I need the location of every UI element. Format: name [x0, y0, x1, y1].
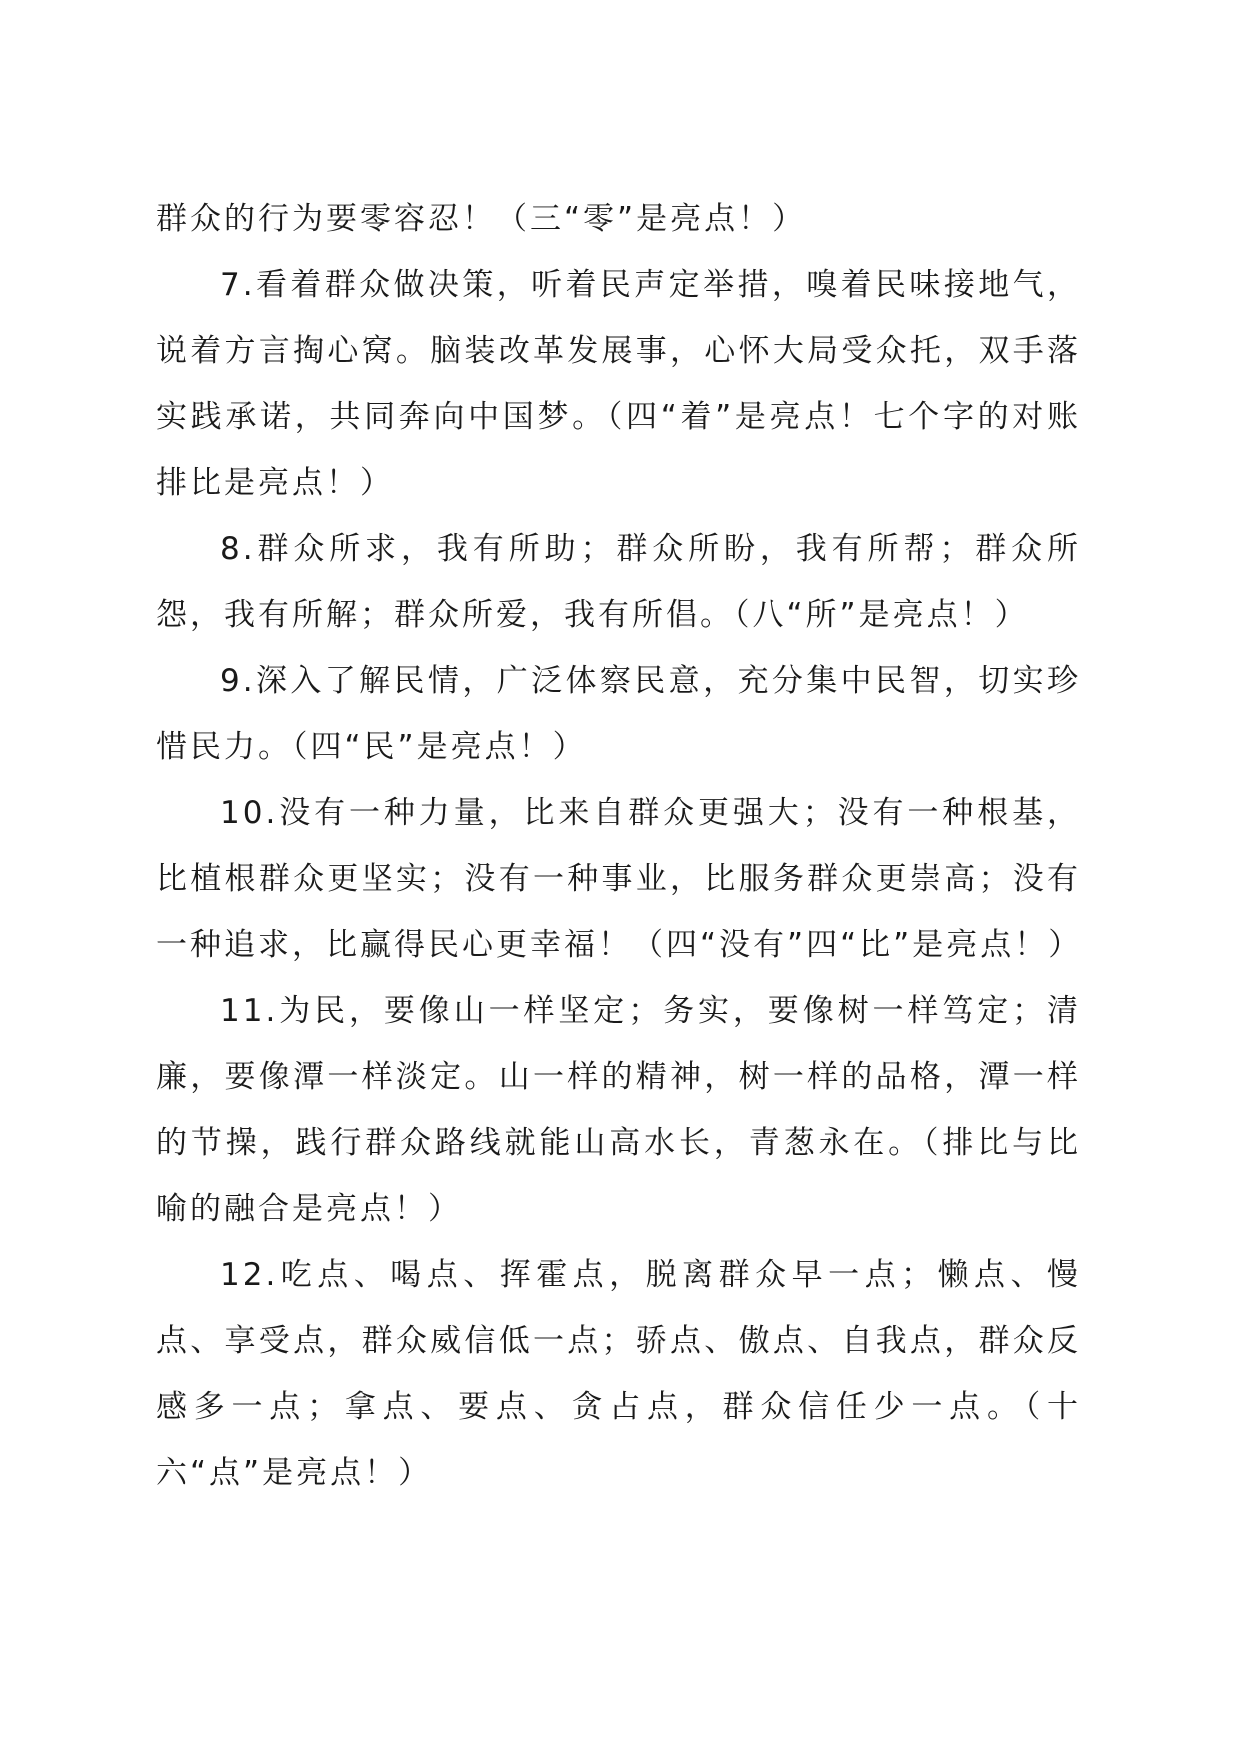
- paragraph-11: [156, 978, 1081, 1242]
- paragraph-text: 群众的行为要零容忍！（三“零”是亮点！）: [156, 201, 807, 237]
- paragraph-10: [156, 780, 1081, 978]
- paragraph-number: 8.: [220, 531, 256, 567]
- paragraph-7: [156, 252, 1081, 516]
- paragraph-number: 7.: [220, 267, 256, 303]
- paragraph-12: [156, 1242, 1081, 1506]
- paragraph-number: 10.: [220, 795, 279, 831]
- paragraph-number: 9.: [220, 663, 256, 699]
- paragraph-text: 为民，要像山一样坚定；务实，要像树一样笃定；清廉，要像潭一样淡定。山一样的精神，树一样的品格，潭一样的节操，践行群众路线就能山高水长，青葱永在。（排比与比喻的融合是亮点！）: [156, 993, 1081, 1227]
- paragraph-text: 没有一种力量，比来自群众更强大；没有一种根基，比植根群众更坚实；没有一种事业，比服务群众更崇高；没有一种追求，比赢得民心更幸福！（四“没有”四“比”是亮点！）: [156, 795, 1083, 963]
- paragraph-text: 群众所求，我有所助；群众所盼，我有所帮；群众所怨，我有所解；群众所爱，我有所倡。（八“所”是亮点！）: [156, 531, 1081, 633]
- paragraph-8: [156, 516, 1081, 648]
- paragraph-text: 看着群众做决策，听着民声定举措，嗅着民味接地气，说着方言掏心窝。脑装改革发展事，心怀大局受众托，双手落实践承诺，共同奔向中国梦。（四“着”是亮点！七个字的对账排比是亮点！）: [156, 267, 1081, 501]
- paragraph-continuation: [156, 186, 1081, 252]
- paragraph-number: 11.: [220, 993, 279, 1029]
- paragraph-9: [156, 648, 1081, 780]
- paragraph-text: 吃点、喝点、挥霍点，脱离群众早一点；懒点、慢点、享受点，群众威信低一点；骄点、傲点、自我点，群众反感多一点；拿点、要点、贪占点，群众信任少一点。（十六“点”是亮点！）: [156, 1257, 1081, 1491]
- paragraph-text: 深入了解民情，广泛体察民意，充分集中民智，切实珍惜民力。（四“民”是亮点！）: [156, 663, 1081, 765]
- paragraph-number: 12.: [220, 1257, 279, 1293]
- document-body: [156, 186, 1081, 1506]
